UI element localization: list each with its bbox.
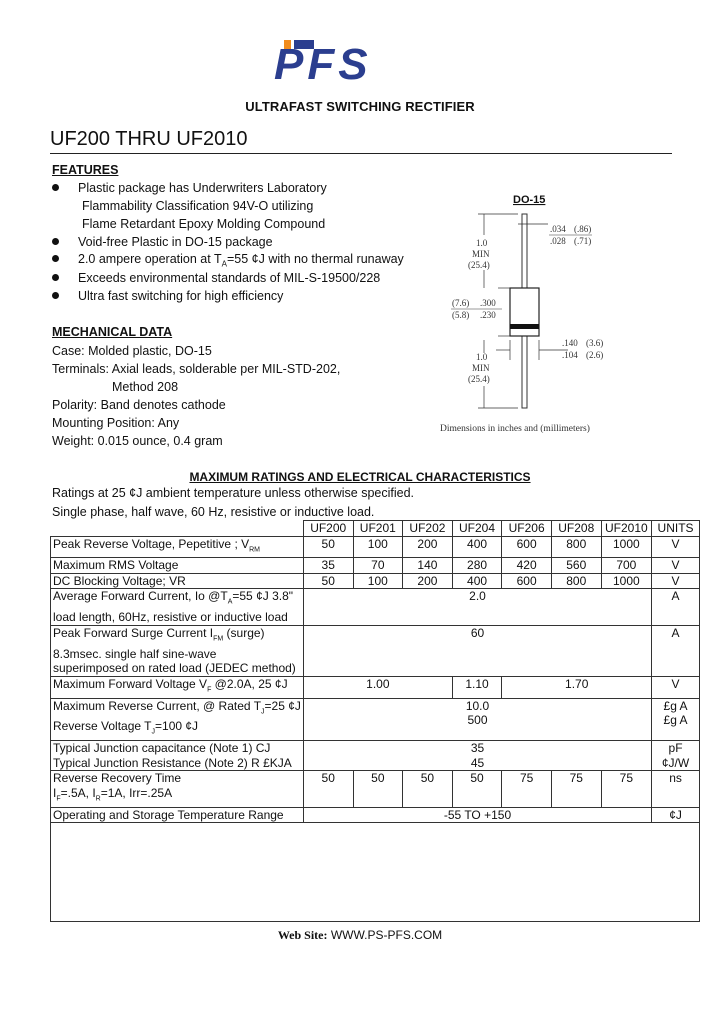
mechanical-line: Case: Molded plastic, DO-15	[52, 344, 212, 358]
table-blank-row	[51, 823, 700, 922]
feature-item: Exceeds environmental standards of MIL-S-19500/228	[78, 271, 381, 285]
row-label: DC Blocking Voltage; VR	[51, 573, 304, 589]
cell-value: 10.0 500	[303, 698, 651, 741]
cell-value: 50	[303, 771, 353, 807]
table-row	[51, 741, 700, 771]
cell-unit: V	[652, 558, 700, 574]
row-label: Average Forward Current, Io $@T_A=55$ ¢J 3.8" load length, 60Hz, resistive or inductive load	[51, 589, 304, 625]
table-row	[51, 573, 700, 589]
table-row	[51, 676, 700, 698]
cell-value: 1.00	[303, 676, 452, 698]
dim-text: MIN	[472, 363, 490, 373]
empty-cell	[51, 521, 304, 537]
feature-item: Flammability Classification 94V-O utilizing	[82, 199, 314, 213]
logo-text: PFS	[274, 40, 372, 82]
cell-value: 600	[502, 573, 552, 589]
dim-text: (5.8)	[452, 310, 470, 320]
dim-text: 1.0	[476, 352, 488, 362]
cell-unit: £g A £g A	[652, 698, 700, 741]
row-label: Operating and Storage Temperature Range	[51, 807, 304, 823]
cell-value: 75	[502, 771, 552, 807]
dim-text: (.86)	[574, 224, 592, 234]
mechanical-heading: MECHANICAL DATA	[52, 325, 173, 339]
bullet-icon	[52, 184, 59, 191]
cell-value: 75	[551, 771, 601, 807]
cathode-band	[510, 324, 539, 329]
top-lead	[522, 214, 527, 288]
cell-value: 700	[601, 558, 652, 574]
cell-value: 100	[353, 573, 403, 589]
table-row	[51, 807, 700, 823]
dim-text: 1.0	[476, 238, 488, 248]
bullet-icon	[52, 238, 59, 245]
package-label: DO-15	[513, 194, 546, 206]
cell-value: 600	[502, 536, 552, 558]
cell-value: 75	[601, 771, 652, 807]
feature-item: Flame Retardant Epoxy Molding Compound	[82, 217, 326, 231]
cell-value: 50	[353, 771, 403, 807]
dim-text: .028	[550, 236, 566, 246]
website-link[interactable]: WWW.PS-PFS.COM	[327, 928, 443, 942]
row-label: Peak Reverse Voltage, Pepetitive ; $V_{RM}$	[51, 536, 304, 558]
cell-value: 200	[403, 573, 453, 589]
bullet-icon	[52, 255, 59, 262]
cell-value: 420	[502, 558, 552, 574]
dim-text: .230	[480, 310, 496, 320]
dim-text: MIN	[472, 249, 490, 259]
part-range-title: UF200 THRU UF2010	[50, 128, 248, 150]
mechanical-line: Method 208	[112, 380, 179, 394]
table-row	[51, 536, 700, 558]
cell-unit: ¢J	[652, 807, 700, 823]
column-header: UF2010	[601, 521, 652, 537]
title-divider	[50, 153, 672, 154]
dim-text: (25.4)	[468, 260, 490, 270]
website-label: Web Site:	[277, 928, 328, 942]
ratings-note: Single phase, half wave, 60 Hz, resistive or inductive load.	[52, 505, 375, 519]
cell-value: 70	[353, 558, 403, 574]
dim-text: .140	[562, 338, 578, 348]
row-label: Typical Junction capacitance (Note 1) CJ Typical Junction Resistance (Note 2) R £KJA	[51, 741, 304, 771]
cell-unit: V	[652, 676, 700, 698]
column-header: UF200	[303, 521, 353, 537]
ratings-table	[50, 520, 700, 922]
cell-value: 800	[551, 573, 601, 589]
row-label: Peak Forward Surge Current $I_{FM}$ (surge) 8.3msec. single half sine-wave superimposed on rated load (JEDEC method)	[51, 625, 304, 676]
dim-text: (7.6)	[452, 298, 470, 308]
cell-unit: A	[652, 625, 700, 676]
diagram-caption: Dimensions in inches and (millimeters)	[440, 424, 590, 434]
cell-unit: V	[652, 536, 700, 558]
column-header: UF201	[353, 521, 403, 537]
table-row	[51, 589, 700, 625]
mechanical-line: Polarity: Band denotes cathode	[52, 398, 226, 412]
cell-value: 200	[403, 536, 453, 558]
feature-item: Ultra fast switching for high efficiency	[78, 289, 284, 303]
mechanical-line: Terminals: Axial leads, solderable per MIL-STD-202,	[52, 362, 341, 376]
bullet-icon	[52, 274, 59, 281]
ratings-note: Ratings at 25 ¢J ambient temperature unless otherwise specified.	[52, 486, 414, 500]
dim-text: (2.6)	[586, 350, 604, 360]
column-header: UNITS	[652, 521, 700, 537]
blank-cell	[51, 823, 700, 922]
pfs-logo	[272, 38, 452, 82]
cell-value: 35 45	[303, 741, 651, 771]
cell-unit: pF ¢J/W	[652, 741, 700, 771]
cell-value: 50	[452, 771, 502, 807]
features-heading: FEATURES	[52, 163, 119, 177]
table-row	[51, 771, 700, 807]
cell-unit: A	[652, 589, 700, 625]
ratings-heading: MAXIMUM RATINGS AND ELECTRICAL CHARACTERISTICS	[189, 470, 531, 484]
dim-text: (25.4)	[468, 374, 490, 384]
cell-unit: V	[652, 573, 700, 589]
cell-value: 50	[303, 573, 353, 589]
footer	[0, 928, 720, 943]
cell-value: 50	[303, 536, 353, 558]
table-header-row	[51, 521, 700, 537]
bottom-lead	[522, 336, 527, 408]
cell-value: 100	[353, 536, 403, 558]
dim-text: .034	[550, 224, 566, 234]
column-header: UF206	[502, 521, 552, 537]
cell-value: 400	[452, 536, 502, 558]
feature-item: 2.0 ampere operation at $T_A=55$ ¢J with no thermal runaway	[78, 252, 404, 269]
dim-text: .300	[480, 298, 496, 308]
cell-value: 1.70	[502, 676, 652, 698]
cell-value: 35	[303, 558, 353, 574]
cell-value: 280	[452, 558, 502, 574]
document-title: ULTRAFAST SWITCHING RECTIFIER	[245, 99, 475, 114]
row-label: Maximum RMS Voltage	[51, 558, 304, 574]
row-label: Maximum Reverse Current, @ Rated $T_J=25$ ¢J Reverse Voltage $T_J=100$ ¢J	[51, 698, 304, 741]
cell-value: 1000	[601, 573, 652, 589]
table-row	[51, 698, 700, 741]
cell-value: 2.0	[303, 589, 651, 625]
cell-value: 1.10	[452, 676, 502, 698]
cell-value: 400	[452, 573, 502, 589]
cell-value: 60	[303, 625, 651, 676]
mechanical-line: Mounting Position: Any	[52, 416, 180, 430]
cell-value: 1000	[601, 536, 652, 558]
dim-text: (.71)	[574, 236, 592, 246]
row-label: Reverse Recovery Time $I_F=.5A$, $I_R=1A$, Irr=.25A	[51, 771, 304, 807]
do15-package-diagram	[438, 190, 688, 440]
bullet-icon	[52, 292, 59, 299]
feature-item: Plastic package has Underwriters Laboratory	[78, 181, 327, 195]
feature-item: Void-free Plastic in DO-15 package	[78, 235, 273, 249]
table-row	[51, 625, 700, 676]
cell-value: -55 TO +150	[303, 807, 651, 823]
column-header: UF202	[403, 521, 453, 537]
cell-value: 560	[551, 558, 601, 574]
column-header: UF204	[452, 521, 502, 537]
table-row	[51, 558, 700, 574]
row-label: Maximum Forward Voltage $V_F$ @2.0A, 25 ¢J	[51, 676, 304, 698]
column-header: UF208	[551, 521, 601, 537]
cell-value: 140	[403, 558, 453, 574]
cell-unit: ns	[652, 771, 700, 807]
dim-text: .104	[562, 350, 578, 360]
dim-text: (3.6)	[586, 338, 604, 348]
cell-value: 800	[551, 536, 601, 558]
cell-value: 50	[403, 771, 453, 807]
mechanical-line: Weight: 0.015 ounce, 0.4 gram	[52, 434, 223, 448]
